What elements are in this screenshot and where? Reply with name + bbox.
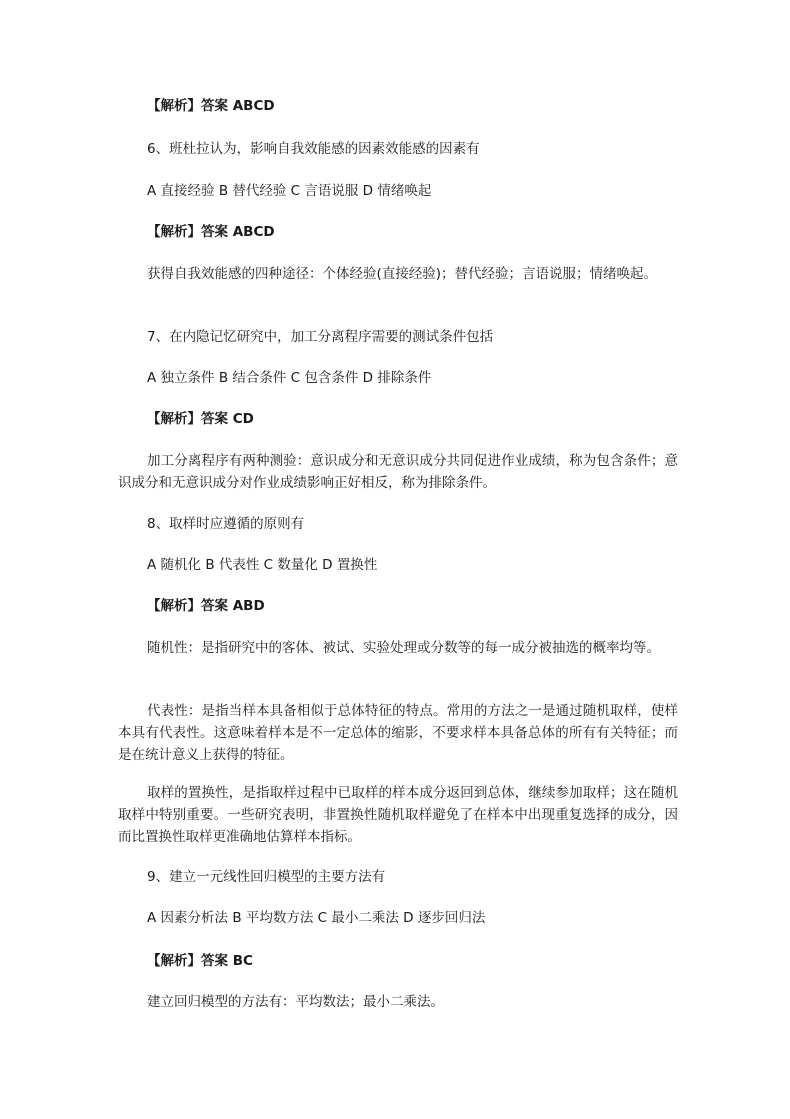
analysis-answer-5: 【解析】答案 ABCD <box>147 98 275 114</box>
options-9: A 因素分析法 B 平均数方法 C 最小二乘法 D 逐步回归法 <box>147 910 486 926</box>
explanation-8-representativeness: 代表性：是指当样本具备相似于总体特征的特点。常用的方法之一是通过随机取样，使样本具有代表性。这意味着样本是不一定总体的缩影，不要求样本具备总体的所有有关特征；而是在统计意义上获得的特征。 <box>118 703 678 763</box>
explanation-8-replacement: 取样的置换性，是指取样过程中已取样的样本成分返回到总体，继续参加取样；这在随机取样中特别重要。一些研究表明，非置换性随机取样避免了在样本中出现重复选择的成分，因而比置换性取样更准确地估算样本指标。 <box>118 785 678 845</box>
analysis-answer-9: 【解析】答案 BC <box>147 953 253 969</box>
explanation-9: 建立回归模型的方法有：平均数法；最小二乘法。 <box>147 994 444 1010</box>
options-7: A 独立条件 B 结合条件 C 包含条件 D 排除条件 <box>147 370 432 386</box>
analysis-answer-7: 【解析】答案 CD <box>147 411 254 427</box>
analysis-answer-6: 【解析】答案 ABCD <box>147 224 275 240</box>
question-8: 8、取样时应遵循的原则有 <box>147 516 305 532</box>
analysis-answer-8: 【解析】答案 ABD <box>147 598 265 614</box>
question-9: 9、建立一元线性回归模型的主要方法有 <box>147 869 386 885</box>
question-7: 7、在内隐记忆研究中，加工分离程序需要的测试条件包括 <box>147 329 494 345</box>
explanation-8-randomness: 随机性：是指研究中的客体、被试、实验处理或分数等的每一成分被抽选的概率均等。 <box>147 640 660 656</box>
explanation-6: 获得自我效能感的四种途径：个体经验(直接经验)；替代经验；言语说服；情绪唤起。 <box>147 266 658 282</box>
explanation-7: 加工分离程序有两种测验：意识成分和无意识成分共同促进作业成绩，称为包含条件；意识成分和无意识成分对作业成绩影响正好相反，称为排除条件。 <box>118 453 678 491</box>
options-8: A 随机化 B 代表性 C 数量化 D 置换性 <box>147 557 378 573</box>
options-6: A 直接经验 B 替代经验 C 言语说服 D 情绪唤起 <box>147 183 432 199</box>
question-6: 6、班杜拉认为，影响自我效能感的因素效能感的因素有 <box>147 141 480 157</box>
